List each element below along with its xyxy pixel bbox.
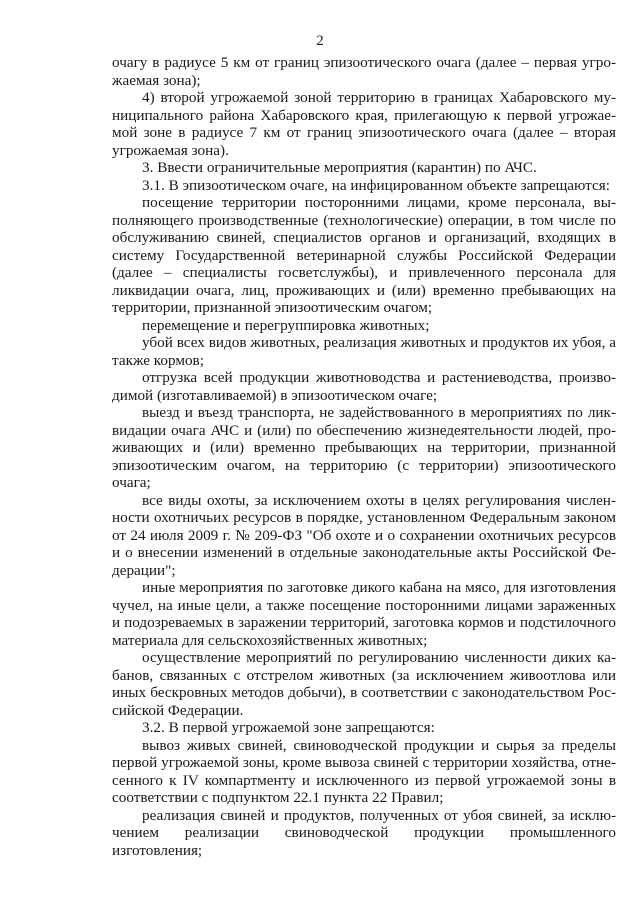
paragraph-shipment: отгрузка всей продукции животноводства и растениеводства, производимой (изготавливаемой) в эпизоотическом очаге;	[112, 369, 616, 404]
paragraph-item-3-2: 3.2. В первой угрожаемой зоне запрещаются:	[142, 719, 435, 736]
paragraph-continuation: очагу в радиусе 5 км от границ эпизоотического очага (далее – первая угрожаемая зона);	[112, 54, 616, 89]
paragraph-transport: выезд и въезд транспорта, не задействованного в мероприятиях по ликвидации очага АЧС и (или) по обеспечению жизнедеятельности людей, проживающих и (или) временно пребывающих на территории, признанной эпизоотическим очагом, на территорию (с территории) эпизоотического очага;	[112, 404, 616, 491]
document-body	[112, 54, 616, 859]
paragraph-second-threat-zone: 4) второй угрожаемой зоной территорию в границах Хабаровского муниципального района Хабаровского края, прилегающую к первой угрожаемой зоне в радиусе 7 км от границ эпизоотического очага (далее – вторая угрожаемая зона).	[112, 89, 616, 159]
paragraph-hunting: все виды охоты, за исключением охоты в целях регулирования численности охотничьих ресурсов в порядке, установленном Федеральным законом от 24 июля 2009 г. № 209-ФЗ "Об охоте и о сохранении охотничьих ресурсов и о внесении изменений в отдельные законодательные акты Российской Федерации";	[112, 491, 616, 579]
paragraph-export-restriction: вывоз живых свиней, свиноводческой продукции и сырья за пределы первой угрожаемой зоны, кроме вывоза свиней с территории хозяйства, отнесенного к IV компартменту и исключенного из первой угрожаемой зоны в соответствии с подпунктом 22.1 пункта 22 Правил;	[112, 736, 616, 806]
paragraph-wild-boar: иные мероприятия по заготовке дикого кабана на мясо, для изготовления чучел, на иные цели, а также посещение посторонними лицами зараженных и подозреваемых в заражении территорий, заготовка кормов и подстилочного материала для сельскохозяйственных животных;	[112, 579, 616, 649]
paragraph-slaughter: убой всех видов животных, реализация животных и продуктов их убоя, а также кормов;	[112, 334, 616, 369]
paragraph-visit-restriction: посещение территории посторонними лицами, кроме персонала, выполняющего производственные (технологические) операции, в том числе по обслуживанию свиней, специалистов органов и организаций, входящих в систему Государственной ветеринарной службы Российской Федерации (далее – специалисты госветслужбы), и привлеченного персонала для ликвидации очага, лиц, проживающих и (или) временно пребывающих на территории, признанной эпизоотическим очагом;	[112, 194, 616, 316]
paragraph-animal-movement: перемещение и перегруппировка животных;	[142, 316, 430, 334]
paragraph-item-3-1: 3.1. В эпизоотическом очаге, на инфицированном объекте запрещаются:	[142, 176, 610, 194]
paragraph-sale-restriction: реализация свиней и продуктов, полученных от убоя свиней, за исключением реализации свиноводческой продукции промышленного изготовления;	[112, 806, 616, 859]
paragraph-population-control: осуществление мероприятий по регулированию численности диких кабанов, связанных с отстрелом животных (за исключением живоотлова или иных бескровных методов добычи), в соответствии с законодательством Российской Федерации.	[112, 649, 616, 719]
paragraph-item-3: 3. Ввести ограничительные мероприятия (карантин) по АЧС.	[142, 159, 537, 176]
page-number: 2	[316, 33, 324, 49]
